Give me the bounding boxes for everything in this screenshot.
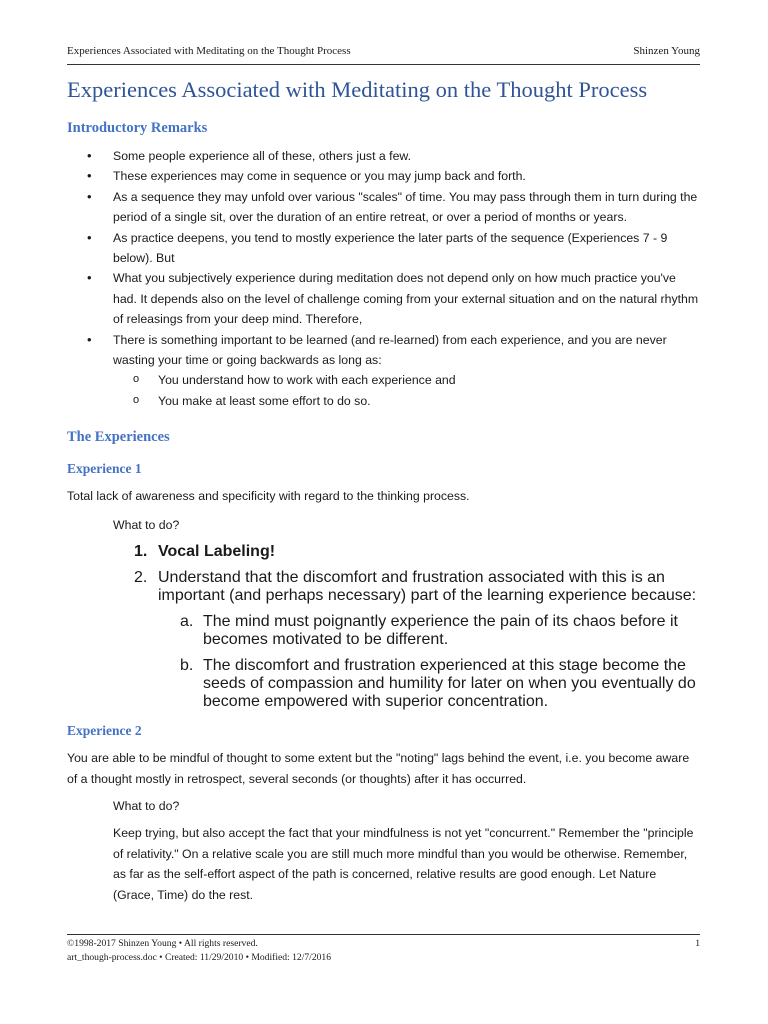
item-text: The discomfort and frustration experienced at this stage become the seeds of compassion and humility for later on when you eventually do become empowered with superior concentration. bbox=[203, 657, 696, 711]
header-rule bbox=[67, 64, 700, 65]
list-item: o You make at least some effort to do so. bbox=[67, 391, 700, 411]
numbered-item bbox=[67, 569, 700, 605]
item-text: Understand that the discomfort and frustration associated with this is an important (and perhaps necessary) part of the learning experience because: bbox=[158, 569, 697, 605]
item-letter: b. bbox=[180, 657, 194, 675]
item-text: The mind must poignantly experience the pain of its chaos before it becomes motivated to be different. bbox=[203, 613, 678, 649]
experience-2-text: You are able to be mindful of thought to some extent but the "noting" lags behind the event, i.e. you become aware of a thought mostly in retrospect, several seconds (or thoughts) after it has occurred. bbox=[67, 751, 690, 786]
list-item: • These experiences may come in sequence or you may jump back and forth. bbox=[67, 166, 700, 186]
experience-1-heading: Experience 1 bbox=[67, 461, 142, 477]
footer-copyright: ©1998-2017 Shinzen Young • All rights reserved. bbox=[67, 938, 258, 949]
list-item: o You understand how to work with each experience and bbox=[67, 370, 700, 390]
page-title: Experiences Associated with Meditating on the Thought Process bbox=[67, 77, 648, 102]
page-number: 1 bbox=[695, 938, 700, 949]
intro-heading: Introductory Remarks bbox=[67, 120, 208, 136]
list-item: • There is something important to be learned (and re-learned) from each experience, and you are never wasting your time or going backwards as long as: bbox=[67, 330, 700, 371]
item-text: Vocal Labeling! bbox=[158, 543, 276, 561]
item-number: 1. bbox=[134, 543, 148, 561]
item-number: 2. bbox=[134, 569, 148, 587]
list-item: • Some people experience all of these, others just a few. bbox=[67, 146, 700, 166]
item-letter: a. bbox=[180, 613, 194, 631]
header-author: Shinzen Young bbox=[633, 45, 700, 57]
footer-rule bbox=[67, 934, 700, 935]
header-title: Experiences Associated with Meditating on the Thought Process bbox=[67, 45, 351, 57]
intro-sub-bullet-list bbox=[67, 370, 700, 411]
lettered-item bbox=[67, 657, 700, 711]
document-body bbox=[67, 75, 700, 905]
experience-1-text: Total lack of awareness and specificity with regard to the thinking process. bbox=[67, 489, 470, 504]
experiences-heading: The Experiences bbox=[67, 429, 170, 446]
list-item: • As a sequence they may unfold over various "scales" of time. You may pass through them in turn during the period of a single sit, over the duration of an entire retreat, or over a period of months or years. bbox=[67, 187, 700, 228]
running-header bbox=[67, 45, 700, 57]
lettered-item bbox=[67, 613, 700, 649]
what-to-do-label: What to do? bbox=[113, 517, 180, 532]
page-footer bbox=[67, 937, 700, 965]
what-to-do-label: What to do? bbox=[113, 798, 180, 813]
footer-file-info: art_though-process.doc • Created: 11/29/2010 • Modified: 12/7/2016 bbox=[67, 952, 332, 963]
list-item: • What you subjectively experience during meditation does not depend only on how much practice you've had. It depends also on the level of challenge coming from your external situation and on the natural rhythm of releasings from your deep mind. Therefore, bbox=[67, 268, 700, 329]
experience-2-advice: Keep trying, but also accept the fact that your mindfulness is not yet "concurrent." Remember the "principle of relativity." On a relative scale you are still much more mindful than you would be otherwise. Remember, as far as the self-effort aspect of the path is concerned, relative results are good enough. Let Nature (Grace, Time) do the rest. bbox=[113, 826, 694, 902]
experience-2-heading: Experience 2 bbox=[67, 723, 142, 739]
list-item: • As practice deepens, you tend to mostly experience the later parts of the sequence (Experiences 7 - 9 below). But bbox=[67, 228, 700, 269]
numbered-item bbox=[67, 543, 700, 561]
intro-bullet-list bbox=[67, 146, 700, 370]
